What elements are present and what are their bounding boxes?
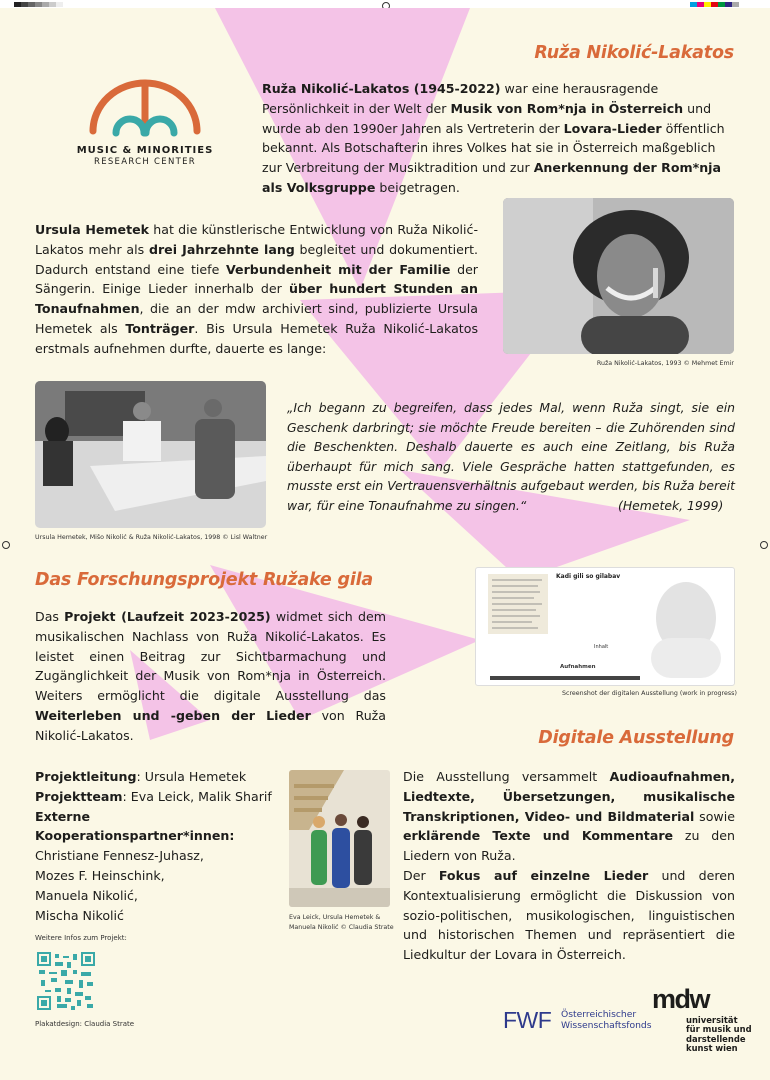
fwf-logo-text: FWF	[503, 1007, 552, 1033]
logo-line-1: MUSIC & MINORITIES	[76, 145, 214, 156]
hemetek-text-1: hat die künstlerische Entwicklung von Ruža Nikolić-Lakatos mehr als	[35, 222, 479, 257]
mmrc-logo	[70, 75, 220, 167]
digital-text-4: Der	[403, 868, 439, 883]
partner-item: Mischa Nikolić	[35, 907, 124, 923]
fwf-name	[561, 1010, 652, 1031]
project-bold-1: Projekt (Laufzeit 2023-2025)	[64, 609, 271, 624]
intro-text-2: und wurde ab den 1990er Jahren als Vertreterin der	[262, 100, 712, 136]
project-paragraph	[35, 607, 386, 746]
hemetek-text-5: . Bis Ursula Hemetek Ruža Nikolić-Lakatos erstmals aufnehmen durfte, dauerte es lange:	[35, 320, 479, 356]
external-partners-heading: Externe Kooperationspartner*innen:	[35, 808, 235, 844]
hemetek-quote: „Ich begann zu begreifen, dass jedes Mal, wenn Ruža singt, sie ein Geschenk darbringt; sie möchte Freude bereiten – die Zuhörenden sind die Beschenkten. Deshalb dauerte es auch eine Zeitlang, bis Ruža überhaupt für mich sang. Viele Gespräche hatten stattgefunden, es musste erst ein Vertrauensverhältnis aufgebaut werden, bis Ruža bereit war, für eine Tonaufnahme zu singen.“	[287, 400, 735, 513]
digital-heading: Digitale Ausstellung	[538, 728, 734, 748]
more-info-label: Weitere Infos zum Projekt:	[35, 934, 127, 942]
mdw-name-1: universität	[686, 1015, 738, 1025]
portrait-caption: Ruža Nikolić-Lakatos, 1993 © Mehmet Emir	[596, 360, 734, 367]
hemetek-bold-5: Tonträger	[125, 320, 195, 336]
mmrc-logo-mark	[70, 75, 220, 137]
screenshot-illustration	[476, 568, 734, 685]
mdw-name	[686, 1016, 752, 1053]
screenshot-inhalt-label: Inhalt	[594, 644, 609, 650]
hemetek-paragraph	[35, 220, 478, 359]
trio-photo	[289, 770, 390, 907]
qr-code-icon	[37, 952, 95, 1010]
digital-paragraph-1	[403, 767, 735, 866]
group-illustration	[35, 381, 266, 528]
logo-line-2: RESEARCH CENTER	[93, 157, 196, 167]
trio-caption-2: Manuela Nikolić © Claudia Strate	[289, 924, 394, 931]
digital-text-5: und deren Kontextualisierung ermöglicht die Diskussion von sozio-politischen, musikologischen, linguistischen und historischen Themen und repräsentiert die Liedkultur der Lovara in Österreich.	[403, 868, 735, 963]
group-caption: Ursula Hemetek, Mišo Nikolić & Ruža Nikolić-Lakatos, 1998 © Lisl Waltner	[35, 534, 268, 541]
mdw-logo	[652, 985, 709, 1013]
design-credit: Plakatdesign: Claudia Strate	[35, 1020, 135, 1028]
intro-paragraph	[262, 79, 736, 198]
partner-item: Mozes F. Heinschink,	[35, 867, 165, 883]
mdw-name-3: darstellende	[686, 1033, 746, 1044]
screenshot-caption: Screenshot der digitalen Ausstellung (work in progress)	[562, 690, 737, 697]
exhibition-screenshot	[475, 567, 735, 686]
project-text-3: von Ruža Nikolić-Lakatos.	[35, 707, 386, 743]
group-photo	[35, 381, 266, 528]
digital-text-3: zu den Liedern von Ruža.	[403, 828, 736, 864]
hemetek-text-2: begleitet und dokumentiert. Dadurch entstand eine tiefe	[35, 241, 479, 277]
hemetek-bold-1: Ursula Hemetek	[35, 222, 150, 237]
team-members-value: : Eva Leick, Malik Sharif	[122, 788, 272, 804]
intro-text-1: war eine herausragende Persönlichkeit in der Welt der	[262, 81, 659, 116]
intro-text-3: öffentlich bekannt. Als Botschafterin ihres Volkes hat sie in Österreich maßgeblich zur Verbreitung der Musiktradition und zur	[262, 120, 725, 176]
intro-bold-2: Lovara-Lieder	[563, 120, 662, 136]
project-text-1: Das	[35, 609, 65, 624]
team-lead	[35, 767, 285, 787]
trio-caption-1: Eva Leick, Ursula Hemetek &	[289, 914, 381, 921]
hemetek-bold-2: drei Jahrzehnte lang	[148, 241, 295, 257]
hemetek-text-4: , die an der mdw archiviert sind, publizierte Ursula Hemetek als	[35, 301, 478, 336]
project-bold-2: Weiterleben und -geben der Lieder	[35, 707, 311, 723]
intro-bold-1: Musik von Rom*nja in Österreich	[450, 100, 684, 116]
mdw-logo-text: mdw	[652, 984, 710, 1014]
screenshot-song-title: Kadi gili so gilabav	[556, 573, 621, 580]
digital-bold-2: erklärende Texte und Kommentare	[403, 828, 674, 844]
team-members	[35, 787, 285, 807]
digital-text-1: Die Ausstellung versammelt	[403, 769, 610, 784]
external-partners-label	[35, 807, 285, 847]
team-members-label: Projektteam	[35, 788, 123, 804]
digital-paragraph-2	[403, 866, 735, 965]
hemetek-bold-4: über hundert Stunden an Tonaufnahmen	[35, 281, 478, 317]
portrait-photo	[503, 198, 734, 354]
mdw-name-4: kunst wien	[686, 1042, 738, 1053]
intro-bold-3: Anerkennung der Rom*nja als Volksgruppe	[262, 160, 721, 195]
digital-text-2: sowie	[694, 808, 735, 824]
hemetek-text-3: der Sängerin. Einige Lieder innerhalb der	[35, 261, 478, 297]
project-heading: Das Forschungsprojekt Ružake gila	[35, 570, 374, 590]
team-lead-label: Projektleitung	[35, 769, 137, 784]
intro-name: Ruža Nikolić-Lakatos (1945-2022)	[262, 81, 501, 96]
digital-bold-3: Fokus auf einzelne Lieder	[438, 868, 649, 883]
team-list	[35, 767, 285, 925]
fwf-logo	[503, 1008, 551, 1032]
fwf-name-1: Österreichischer	[561, 1009, 637, 1020]
project-text-2: widmet sich dem musikalischen Nachlass von Ruža Nikolić-Lakatos. Es leistet einen Beitrag zur Sichtbarmachung und Zugänglichkeit der Musik von Rom*nja in Österreich. Weiters ermöglicht die digitale Ausstellung das	[35, 609, 386, 704]
digital-bold-1: Audioaufnahmen, Liedtexte, Übersetzungen, musikalische Transkriptionen, Video- und Bildmaterial	[403, 769, 735, 824]
intro-text-4: beigetragen.	[375, 179, 460, 195]
partner-item: Christiane Fennesz-Juhasz,	[35, 848, 204, 864]
trio-illustration	[289, 770, 390, 907]
portrait-illustration	[503, 198, 734, 354]
hemetek-bold-3: Verbundenheit mit der Familie	[226, 261, 451, 277]
main-title: Ruža Nikolić-Lakatos	[534, 43, 734, 63]
team-lead-value: : Ursula Hemetek	[136, 769, 247, 784]
screenshot-aufnahmen-label: Aufnahmen	[560, 664, 596, 670]
partner-item: Manuela Nikolić,	[35, 887, 138, 903]
quote-source: (Hemetek, 1999)	[618, 498, 724, 513]
fwf-name-2: Wissenschaftsfonds	[561, 1019, 652, 1031]
qr-code[interactable]	[37, 952, 95, 1010]
mdw-name-2: für musik und	[686, 1024, 752, 1035]
